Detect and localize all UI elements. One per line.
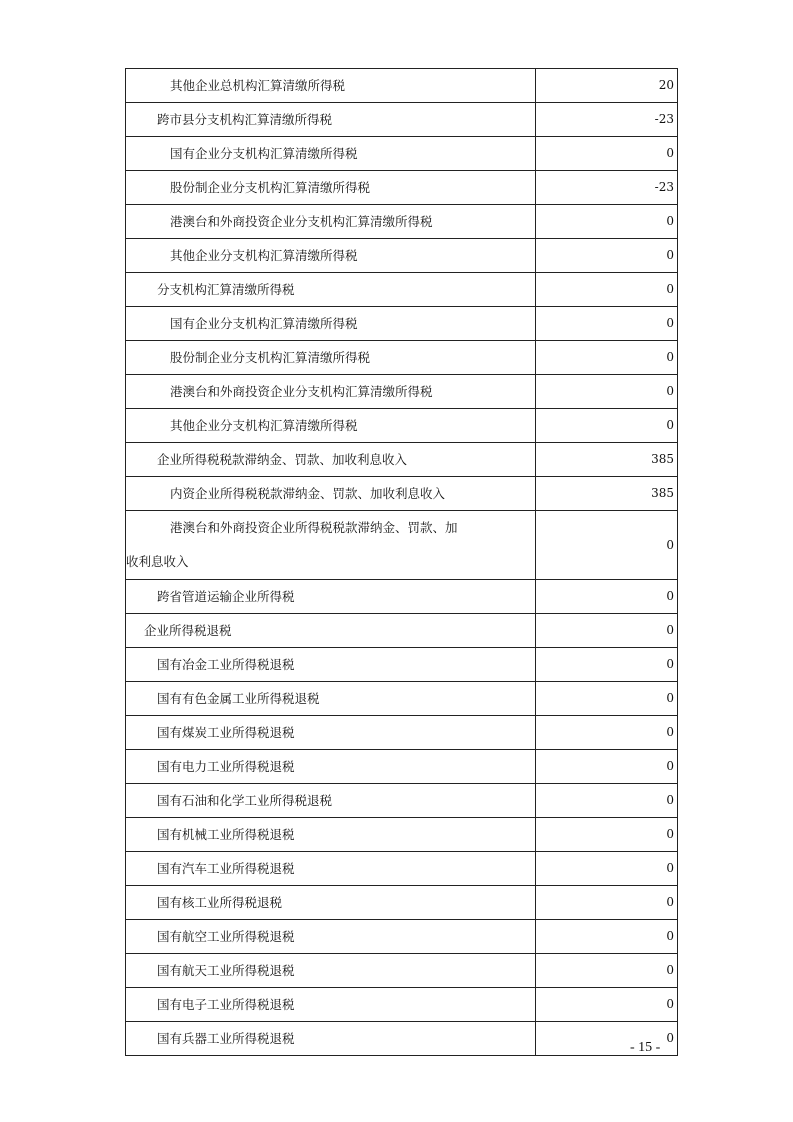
- item-name: 国有有色金属工业所得税退税: [126, 682, 536, 716]
- item-value: 0: [536, 852, 678, 886]
- table-row: [126, 273, 678, 307]
- table-row: [126, 648, 678, 682]
- item-value: 0: [536, 716, 678, 750]
- item-value: 0: [536, 682, 678, 716]
- item-value: 0: [536, 648, 678, 682]
- item-name: 其他企业分支机构汇算清缴所得税: [126, 409, 536, 443]
- item-name: 国有企业分支机构汇算清缴所得税: [126, 307, 536, 341]
- item-value: 0: [536, 1022, 678, 1056]
- item-name-line1: 港澳台和外商投资企业所得税税款滞纳金、罚款、加: [170, 520, 458, 535]
- item-name: 企业所得税税款滞纳金、罚款、加收利息收入: [126, 443, 536, 477]
- item-value: -23: [536, 103, 678, 137]
- table-row: [126, 443, 678, 477]
- item-name: 国有石油和化学工业所得税退税: [126, 784, 536, 818]
- item-name: 股份制企业分支机构汇算清缴所得税: [126, 171, 536, 205]
- item-value: 0: [536, 954, 678, 988]
- item-value: 0: [536, 341, 678, 375]
- table-row: [126, 239, 678, 273]
- item-name: 港澳台和外商投资企业分支机构汇算清缴所得税: [126, 375, 536, 409]
- item-value: 0: [536, 273, 678, 307]
- item-value: 0: [536, 205, 678, 239]
- table-row: [126, 511, 678, 580]
- item-value: 0: [536, 375, 678, 409]
- item-name: [126, 511, 536, 580]
- item-name: 企业所得税退税: [126, 614, 536, 648]
- item-value: 385: [536, 443, 678, 477]
- table-row: [126, 69, 678, 103]
- item-value: -23: [536, 171, 678, 205]
- table-row: [126, 784, 678, 818]
- item-value: 0: [536, 409, 678, 443]
- table-row: [126, 886, 678, 920]
- item-name: 国有电子工业所得税退税: [126, 988, 536, 1022]
- item-name: 国有航天工业所得税退税: [126, 954, 536, 988]
- item-value: 0: [536, 988, 678, 1022]
- table-row: [126, 614, 678, 648]
- table-row: [126, 988, 678, 1022]
- item-name: 国有煤炭工业所得税退税: [126, 716, 536, 750]
- item-name: 内资企业所得税税款滞纳金、罚款、加收利息收入: [126, 477, 536, 511]
- item-name: 股份制企业分支机构汇算清缴所得税: [126, 341, 536, 375]
- table-row: [126, 409, 678, 443]
- item-name-line2: 收利息收入: [126, 554, 189, 569]
- item-value: 0: [536, 511, 678, 580]
- table-row: [126, 205, 678, 239]
- table-row: [126, 852, 678, 886]
- item-value: 0: [536, 307, 678, 341]
- table-row: [126, 1022, 678, 1056]
- table-row: [126, 477, 678, 511]
- table-row: [126, 171, 678, 205]
- item-value: 385: [536, 477, 678, 511]
- item-name: 国有企业分支机构汇算清缴所得税: [126, 137, 536, 171]
- table-row: [126, 716, 678, 750]
- item-value: 0: [536, 614, 678, 648]
- item-value: 0: [536, 580, 678, 614]
- item-value: 20: [536, 69, 678, 103]
- item-value: 0: [536, 920, 678, 954]
- item-value: 0: [536, 750, 678, 784]
- item-value: 0: [536, 886, 678, 920]
- table-row: [126, 818, 678, 852]
- table-row: [126, 341, 678, 375]
- page-number: - 15 -: [630, 1040, 661, 1055]
- item-name: 港澳台和外商投资企业分支机构汇算清缴所得税: [126, 205, 536, 239]
- table-row: [126, 920, 678, 954]
- table-row: [126, 580, 678, 614]
- table-row: [126, 307, 678, 341]
- item-name: 跨省管道运输企业所得税: [126, 580, 536, 614]
- item-name: 分支机构汇算清缴所得税: [126, 273, 536, 307]
- item-name: 跨市县分支机构汇算清缴所得税: [126, 103, 536, 137]
- item-value: 0: [536, 137, 678, 171]
- item-value: 0: [536, 784, 678, 818]
- table-row: [126, 954, 678, 988]
- table-row: [126, 103, 678, 137]
- item-value: 0: [536, 818, 678, 852]
- item-name: 国有机械工业所得税退税: [126, 818, 536, 852]
- table-row: [126, 750, 678, 784]
- table-row: [126, 682, 678, 716]
- item-name: 国有兵器工业所得税退税: [126, 1022, 536, 1056]
- item-name: 国有汽车工业所得税退税: [126, 852, 536, 886]
- item-name: 国有冶金工业所得税退税: [126, 648, 536, 682]
- table-row: [126, 137, 678, 171]
- item-name: 国有航空工业所得税退税: [126, 920, 536, 954]
- item-name: 其他企业总机构汇算清缴所得税: [126, 69, 536, 103]
- budget-table: [125, 68, 678, 1056]
- table-row: [126, 375, 678, 409]
- item-name: 其他企业分支机构汇算清缴所得税: [126, 239, 536, 273]
- item-value: 0: [536, 239, 678, 273]
- item-name: 国有核工业所得税退税: [126, 886, 536, 920]
- item-name: 国有电力工业所得税退税: [126, 750, 536, 784]
